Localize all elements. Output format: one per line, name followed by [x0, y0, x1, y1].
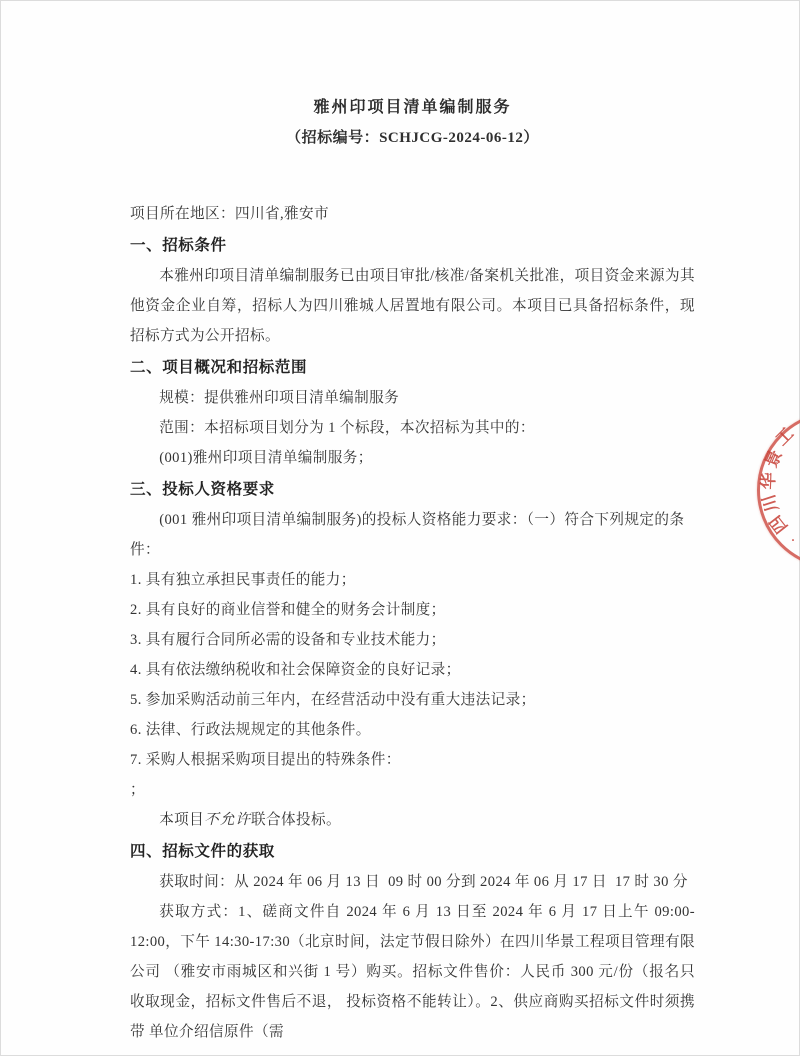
section3-heading: 三、投标人资格要求 — [130, 481, 275, 498]
project-location-line: 项目所在地区：四川省,雅安市 — [130, 206, 329, 222]
seal-separator-dot-icon: · — [790, 533, 795, 547]
seal-arc-character: 工 — [771, 423, 798, 450]
document-title: 雅州印项目清单编制服务 — [313, 99, 512, 116]
seal-arc-character: 四 — [765, 511, 792, 537]
qualification-item-6: 6. 法律、行政法规规定的其他条件。 — [130, 722, 371, 738]
qualification-item-2: 2. 具有良好的商业信誉和健全的财务会计制度； — [130, 602, 446, 618]
obtain-method-paragraph: 获取方式：1、磋商文件自 2024 年 6 月 13 日至 2024 年 6 月 17 日上午 09:00-12:00，下午 14:30-17:30（北京时间，法定节假日除外）在四川华景工程项目管理有限公司 （雅安市雨城区和兴街 1 号）购买。招标文件售价：人民币 300 元/份（报名只收取现金，招标文件售后不退， 投标资格不能转让）。2、供应商购买招标文件时须携带 单位介绍信原件（需 — [130, 904, 695, 1040]
obtain-time-line: 获取时间：从 2024 年 06 月 13 日 09 时 00 分到 2024 年 06 月 17 日 17 时 30 分 — [159, 874, 688, 890]
seal-ring-icon — [757, 411, 800, 569]
qualification-item-7: 7. 采购人根据采购项目提出的特殊条件： — [130, 752, 401, 768]
joint-bid-suffix: 联合体投标。 — [250, 812, 341, 828]
dangling-semicolon-line: ； — [130, 782, 145, 798]
qualification-item-3: 3. 具有履行合同所必需的设备和专业技术能力； — [130, 632, 446, 648]
qualification-item-5: 5. 参加采购活动前三年内，在经营活动中没有重大违法记录； — [130, 692, 536, 708]
joint-bid-prefix: 本项目 — [159, 812, 205, 828]
qualification-item-4: 4. 具有依法缴纳税收和社会保障资金的良好记录； — [130, 662, 461, 678]
seal-arc-character: 川 — [758, 492, 783, 515]
section1-heading: 一、招标条件 — [130, 237, 227, 254]
joint-bid-emphasis: 不允许 — [204, 812, 251, 828]
scale-line: 规模：提供雅州印项目清单编制服务 — [159, 390, 400, 406]
scope-line: 范围：本招标项目划分为 1 个标段，本次招标为其中的： — [159, 420, 535, 436]
section1-paragraph: 本雅州印项目清单编制服务已由项目审批/核准/备案机关批准，项目资金来源为其他资金企业自筹，招标人为四川雅城人居置地有限公司。本项目已具备招标条件，现招标方式为公开招标。 — [130, 268, 695, 344]
tender-number-line: （招标编号：SCHJCG-2024-06-12） — [286, 130, 539, 146]
document-content — [130, 97, 695, 1047]
section2-heading: 二、项目概况和招标范围 — [130, 359, 308, 376]
qualification-item-1: 1. 具有独立承担民事责任的能力； — [130, 572, 356, 588]
joint-bid-line — [130, 805, 695, 835]
section4-heading: 四、招标文件的获取 — [130, 843, 275, 860]
seal-arc-character: 华 — [758, 472, 779, 490]
seal-arc-character: 景 — [761, 447, 786, 471]
qualification-intro-line: (001 雅州印项目清单编制服务)的投标人资格能力要求：（一）符合下列规定的条件： — [130, 512, 685, 558]
lot-line: (001)雅州印项目清单编制服务； — [159, 450, 373, 466]
